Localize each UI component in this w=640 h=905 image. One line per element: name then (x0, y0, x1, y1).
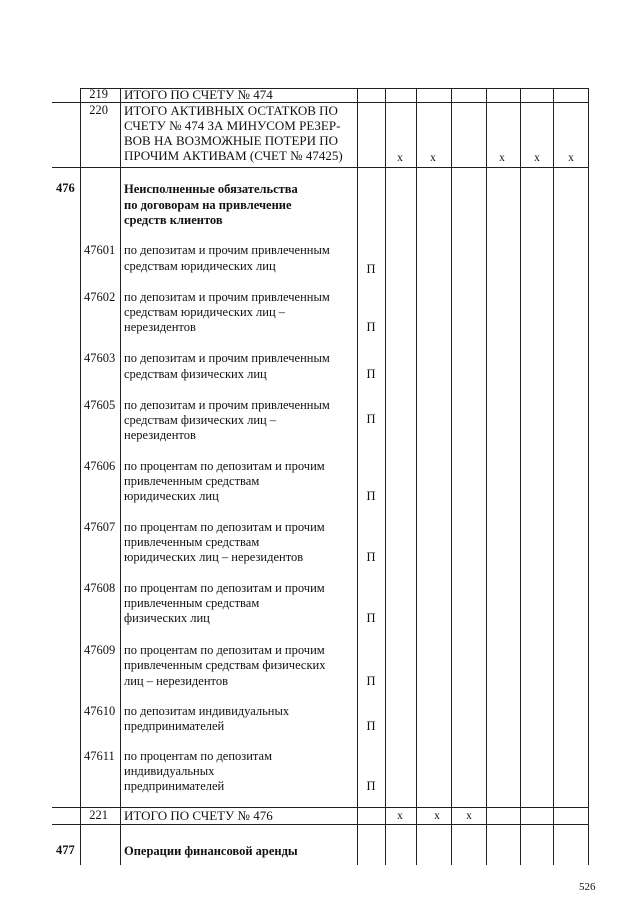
account-description-line: по процентам по депозитам (124, 749, 272, 763)
section-title-line: Неисполненные обязательства (124, 182, 298, 196)
col-border-right (588, 88, 589, 865)
col-border-7 (486, 88, 487, 865)
account-type: П (366, 611, 376, 625)
cross-mark: x (568, 152, 574, 164)
col-border-6 (451, 88, 452, 865)
row-number: 219 (89, 87, 108, 101)
cross-mark: x (534, 152, 540, 164)
account-description-line: по процентам по депозитам и прочим (124, 459, 325, 473)
account-description-line: по депозитам и прочим привлеченным (124, 351, 330, 365)
account-type: П (366, 550, 376, 564)
account-description-line: по депозитам и прочим привлеченным (124, 290, 330, 304)
account-type: П (366, 320, 376, 334)
row-border-220 (52, 167, 589, 168)
account-number: 47610 (84, 704, 116, 718)
cross-mark: x (434, 810, 440, 822)
row-title: ИТОГО ПО СЧЕТУ № 476 (124, 808, 273, 823)
account-type: П (366, 412, 376, 426)
cross-mark: x (397, 152, 403, 164)
row-border-221-bottom (52, 824, 589, 825)
account-type: П (366, 719, 376, 733)
account-description-line: нерезидентов (124, 428, 196, 442)
account-description-line: средствам физических лиц (124, 367, 267, 381)
col-border-left (80, 88, 81, 865)
row-number: 220 (89, 103, 108, 117)
account-description-line: по депозитам и прочим привлеченным (124, 243, 330, 257)
account-number: 47602 (84, 290, 116, 304)
account-description-line: предпринимателей (124, 779, 225, 793)
account-number: 47611 (84, 749, 115, 763)
col-border-text (357, 88, 358, 865)
account-description-line: физических лиц (124, 611, 210, 625)
account-type: П (366, 262, 376, 276)
account-number: 47606 (84, 459, 116, 473)
cross-mark: x (397, 810, 403, 822)
account-description-line: юридических лиц (124, 489, 219, 503)
col-border-9 (553, 88, 554, 865)
account-type: П (366, 489, 376, 503)
account-description-line: по процентам по депозитам и прочим (124, 581, 325, 595)
account-description-line: привлеченным средствам (124, 535, 260, 549)
col-border-5 (416, 88, 417, 865)
col-border-8 (520, 88, 521, 865)
account-type: П (366, 779, 376, 793)
account-description-line: предпринимателей (124, 719, 225, 733)
cross-mark: x (499, 152, 505, 164)
account-number: 47605 (84, 398, 116, 412)
col-border-num (120, 88, 121, 865)
account-number: 47603 (84, 351, 116, 365)
account-description-line: по депозитам индивидуальных (124, 704, 290, 718)
section-number: 477 (56, 843, 75, 857)
row-title-line: ВОВ НА ВОЗМОЖНЫЕ ПОТЕРИ ПО (124, 133, 339, 148)
account-description-line: по депозитам и прочим привлеченным (124, 398, 330, 412)
account-description-line: по процентам по депозитам и прочим (124, 643, 325, 657)
row-title-line: ИТОГО АКТИВНЫХ ОСТАТКОВ ПО (124, 103, 338, 118)
account-description-line: по процентам по депозитам и прочим (124, 520, 325, 534)
account-description-line: средствам физических лиц – (124, 413, 277, 427)
account-description-line: юридических лиц – нерезидентов (124, 550, 304, 564)
cross-mark: x (430, 152, 436, 164)
row-number: 221 (89, 808, 108, 822)
section-title-line: средств клиентов (124, 213, 223, 227)
account-description-line: привлеченным средствам физических (124, 658, 326, 672)
account-number: 47601 (84, 243, 116, 257)
account-description-line: индивидуальных (124, 764, 215, 778)
row-title: ИТОГО ПО СЧЕТУ № 474 (124, 87, 273, 102)
account-number: 47607 (84, 520, 116, 534)
account-type: П (366, 367, 376, 381)
account-description-line: лиц – нерезидентов (124, 674, 228, 688)
section-number: 476 (56, 181, 75, 195)
row-title-line: СЧЕТУ № 474 ЗА МИНУСОМ РЕЗЕР- (124, 118, 341, 133)
account-description-line: средствам юридических лиц (124, 259, 276, 273)
account-number: 47608 (84, 581, 116, 595)
account-description-line: нерезидентов (124, 320, 196, 334)
account-description-line: привлеченным средствам (124, 474, 260, 488)
row-title-line: ПРОЧИМ АКТИВАМ (СЧЕТ № 47425) (124, 148, 343, 163)
page-number: 526 (579, 881, 596, 893)
section-title: Операции финансовой аренды (124, 844, 298, 858)
account-number: 47609 (84, 643, 116, 657)
col-border-p (385, 88, 386, 865)
section-title-line: по договорам на привлечение (124, 198, 292, 212)
account-description-line: привлеченным средствам (124, 596, 260, 610)
account-description-line: средствам юридических лиц – (124, 305, 286, 319)
account-type: П (366, 674, 376, 688)
cross-mark: x (466, 810, 472, 822)
